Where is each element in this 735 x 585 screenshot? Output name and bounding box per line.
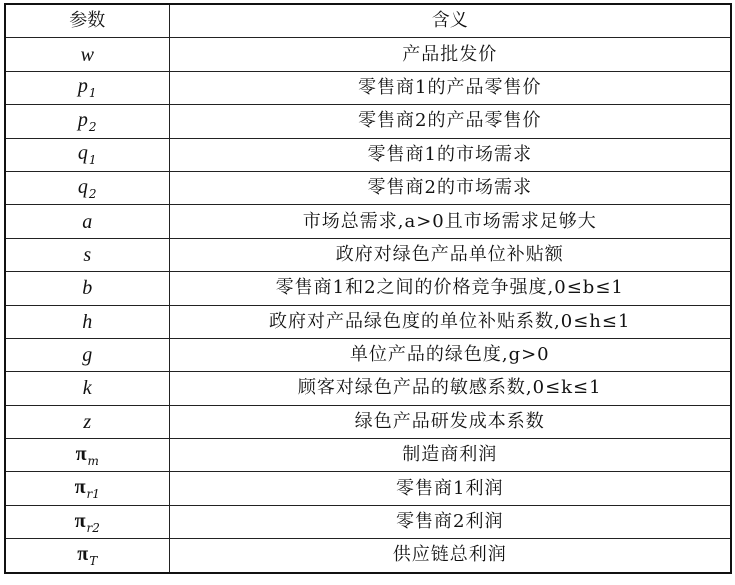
table-row [5, 272, 731, 305]
param-symbol-cell [5, 338, 169, 371]
param-symbol-cell [5, 439, 169, 472]
param-symbol-cell [5, 38, 169, 71]
table-row [5, 539, 731, 573]
header-param: 参数 [5, 4, 169, 38]
param-symbol-cell [5, 405, 169, 438]
param-description: 零售商1利润 [169, 472, 731, 505]
param-symbol: k [82, 377, 92, 400]
table-body [5, 38, 731, 573]
param-symbol-cell [5, 71, 169, 104]
param-description: 市场总需求,a>0且市场需求足够大 [169, 205, 731, 238]
header-meaning: 含义 [169, 4, 731, 38]
parameter-table [4, 3, 732, 574]
table-row [5, 338, 731, 371]
param-symbol-cell [5, 272, 169, 305]
param-symbol-cell [5, 238, 169, 271]
param-symbol: π [74, 509, 86, 532]
table-row [5, 171, 731, 204]
table-row [5, 305, 731, 338]
param-symbol-cell [5, 105, 169, 138]
param-description: 零售商2的市场需求 [169, 171, 731, 204]
param-description: 零售商2的产品零售价 [169, 105, 731, 138]
param-symbol-cell [5, 305, 169, 338]
param-symbol-cell [5, 205, 169, 238]
param-description: 政府对产品绿色度的单位补贴系数,0≤h≤1 [169, 305, 731, 338]
param-description: 零售商2利润 [169, 505, 731, 538]
param-description: 制造商利润 [169, 439, 731, 472]
param-symbol: s [83, 243, 92, 266]
param-symbol: b [82, 277, 93, 300]
param-description: 供应链总利润 [169, 539, 731, 573]
param-symbol-cell [5, 372, 169, 405]
param-subscript: r2 [86, 520, 100, 535]
param-description: 政府对绿色产品单位补贴额 [169, 238, 731, 271]
param-symbol: w [80, 43, 94, 66]
table-row [5, 138, 731, 171]
param-symbol-cell [5, 505, 169, 538]
param-symbol: p [77, 108, 88, 131]
param-subscript: T [89, 553, 98, 568]
param-description: 单位产品的绿色度,g>0 [169, 338, 731, 371]
param-description: 零售商1的产品零售价 [169, 71, 731, 104]
table-row [5, 205, 731, 238]
param-symbol: q [77, 175, 88, 198]
param-description: 产品批发价 [169, 38, 731, 71]
table-row [5, 38, 731, 71]
table-row [5, 505, 731, 538]
table-row [5, 405, 731, 438]
header-row [5, 4, 731, 38]
param-symbol: π [75, 442, 87, 465]
param-symbol-cell [5, 539, 169, 573]
param-symbol: z [83, 410, 92, 433]
param-description: 绿色产品研发成本系数 [169, 405, 731, 438]
param-description: 零售商1和2之间的价格竞争强度,0≤b≤1 [169, 272, 731, 305]
param-subscript: 1 [88, 153, 97, 168]
table-row [5, 439, 731, 472]
param-symbol-cell [5, 171, 169, 204]
table-row [5, 372, 731, 405]
param-subscript: m [87, 453, 99, 468]
table-row [5, 472, 731, 505]
table-row [5, 238, 731, 271]
param-symbol: p [77, 75, 88, 98]
param-symbol: q [77, 142, 88, 165]
table-row [5, 105, 731, 138]
param-symbol: h [82, 310, 93, 333]
param-symbol-cell [5, 472, 169, 505]
table-row [5, 71, 731, 104]
param-subscript: 1 [88, 86, 97, 101]
param-subscript: 2 [88, 119, 97, 134]
param-symbol-cell [5, 138, 169, 171]
param-subscript: r1 [86, 487, 100, 502]
param-symbol: π [74, 476, 86, 499]
param-description: 顾客对绿色产品的敏感系数,0≤k≤1 [169, 372, 731, 405]
param-symbol: g [82, 344, 93, 367]
param-description: 零售商1的市场需求 [169, 138, 731, 171]
param-symbol: π [77, 542, 89, 565]
param-symbol: a [82, 210, 93, 233]
param-subscript: 2 [88, 186, 97, 201]
